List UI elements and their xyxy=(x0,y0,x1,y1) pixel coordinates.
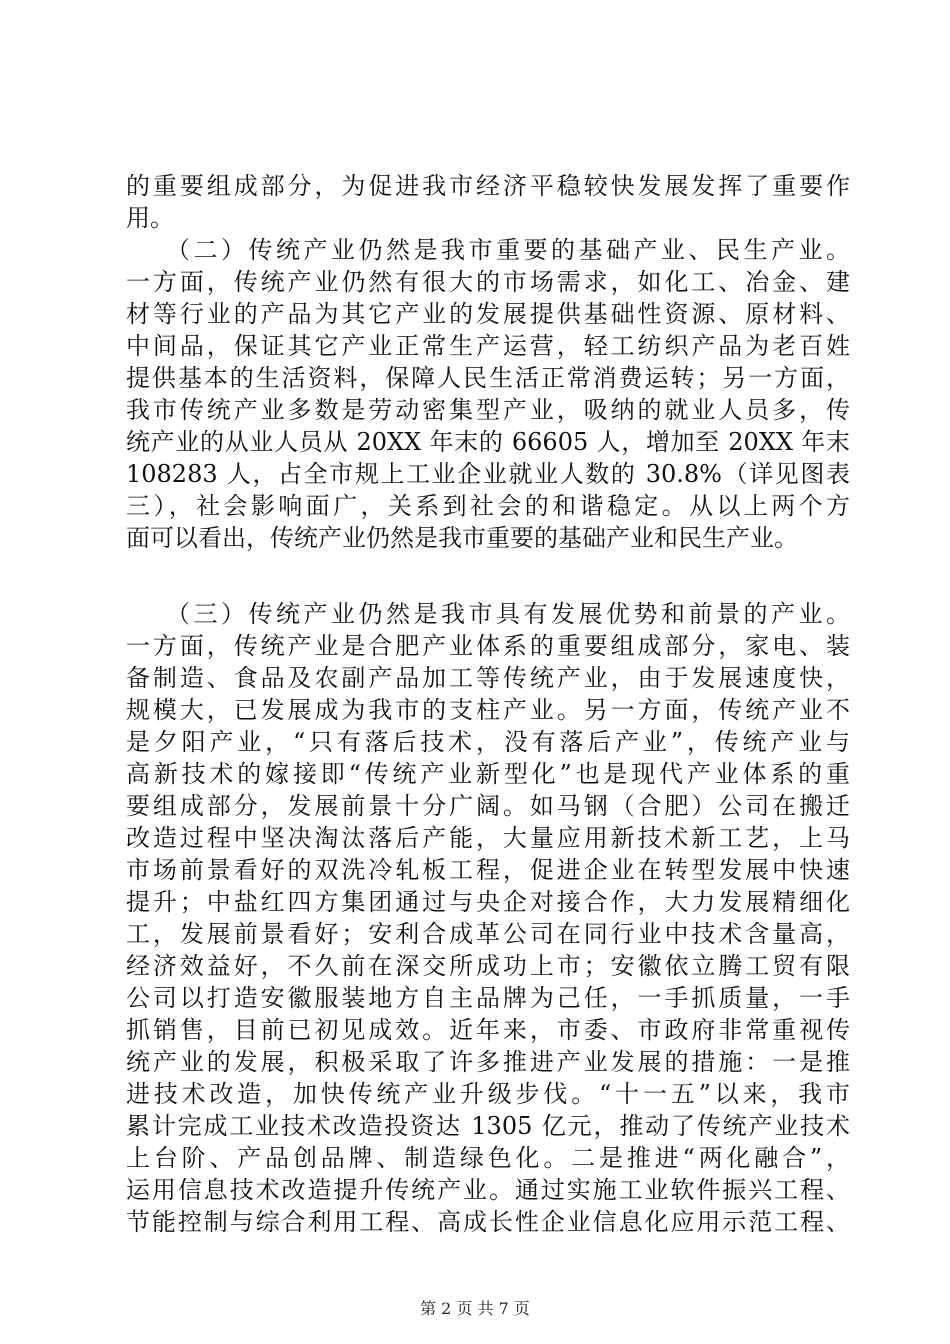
paragraph-2-line: 中间品，保证其它产业正常生产运营，轻工纺织产品为老百姓 xyxy=(126,332,850,360)
paragraph-2-line: 材等行业的产品为其它产业的发展提供基础性资源、原材料、 xyxy=(126,300,850,328)
paragraph-1-line: 用。 xyxy=(126,204,174,232)
paragraph-3-line: 进技术改造，加快传统产业升级步伐。“十一五”以来，我市 xyxy=(126,1080,850,1108)
paragraph-3-line: 统产业的发展，积极采取了许多推进产业发展的措施：一是推 xyxy=(126,1048,850,1076)
paragraph-3-line: 累计完成工业技术改造投资达 1305 亿元，推动了传统产业技术 xyxy=(126,1112,850,1140)
paragraph-3-line: （三）传统产业仍然是我市具有发展优势和前景的产业。 xyxy=(166,600,850,628)
paragraph-2-line: 统产业的从业人员从 20XX 年末的 66605 人，增加至 20XX 年末 xyxy=(126,428,850,456)
paragraph-3-line: 市场前景看好的双洗冷轧板工程，促进企业在转型发展中快速 xyxy=(126,856,850,884)
paragraph-3-line: 提升；中盐红四方集团通过与央企对接合作，大力发展精细化 xyxy=(126,888,850,916)
paragraph-3-line: 经济效益好，不久前在深交所成功上市；安徽依立腾工贸有限 xyxy=(126,952,850,980)
paragraph-2-line: 我市传统产业多数是劳动密集型产业，吸纳的就业人员多，传 xyxy=(126,396,850,424)
paragraph-3-line: 上台阶、产品创品牌、制造绿色化。二是推进“两化融合”， xyxy=(126,1144,850,1172)
page-number-label: 第 2 页 共 7 页 xyxy=(420,1299,530,1318)
page-footer xyxy=(0,1299,950,1319)
paragraph-spacer xyxy=(126,554,850,598)
paragraph-3-line: 备制造、食品及农副产品加工等传统产业，由于发展速度快， xyxy=(126,664,850,692)
paragraph-3-line: 抓销售，目前已初见成效。近年来，市委、市政府非常重视传 xyxy=(126,1016,850,1044)
paragraph-3-line: 改造过程中坚决淘汰落后产能，大量应用新技术新工艺，上马 xyxy=(126,824,850,852)
paragraph-1-line: 的重要组成部分，为促进我市经济平稳较快发展发挥了重要作 xyxy=(126,172,850,200)
paragraph-2-line: 一方面，传统产业仍然有很大的市场需求，如化工、冶金、建 xyxy=(126,268,850,296)
paragraph-3-line: 运用信息技术改造提升传统产业。通过实施工业软件振兴工程、 xyxy=(126,1176,850,1204)
paragraph-3-line: 公司以打造安徽服装地方自主品牌为己任，一手抓质量，一手 xyxy=(126,984,850,1012)
body-text xyxy=(126,170,850,1238)
paragraph-2-line: （二）传统产业仍然是我市重要的基础产业、民生产业。 xyxy=(166,236,850,264)
paragraph-3-line: 是夕阳产业，“只有落后技术，没有落后产业”，传统产业与 xyxy=(126,728,850,756)
paragraph-3-line: 高新技术的嫁接即“传统产业新型化”也是现代产业体系的重 xyxy=(126,760,850,788)
paragraph-2-line: 面可以看出，传统产业仍然是我市重要的基础产业和民生产业。 xyxy=(126,524,798,552)
paragraph-2-line: 三），社会影响面广，关系到社会的和谐稳定。从以上两个方 xyxy=(126,492,850,520)
paragraph-3-line: 一方面，传统产业是合肥产业体系的重要组成部分，家电、装 xyxy=(126,632,850,660)
paragraph-3-line: 规模大，已发展成为我市的支柱产业。另一方面，传统产业不 xyxy=(126,696,850,724)
paragraph-2-line: 108283 人，占全市规上工业企业就业人数的 30.8%（详见图表 xyxy=(126,460,850,488)
paragraph-3-line: 工，发展前景看好；安利合成革公司在同行业中技术含量高， xyxy=(126,920,850,948)
paragraph-2-line: 提供基本的生活资料，保障人民生活正常消费运转；另一方面， xyxy=(126,364,850,392)
paragraph-3-line: 要组成部分，发展前景十分广阔。如马钢（合肥）公司在搬迁 xyxy=(126,792,850,820)
paragraph-3-line: 节能控制与综合利用工程、高成长性企业信息化应用示范工程、 xyxy=(126,1208,850,1236)
